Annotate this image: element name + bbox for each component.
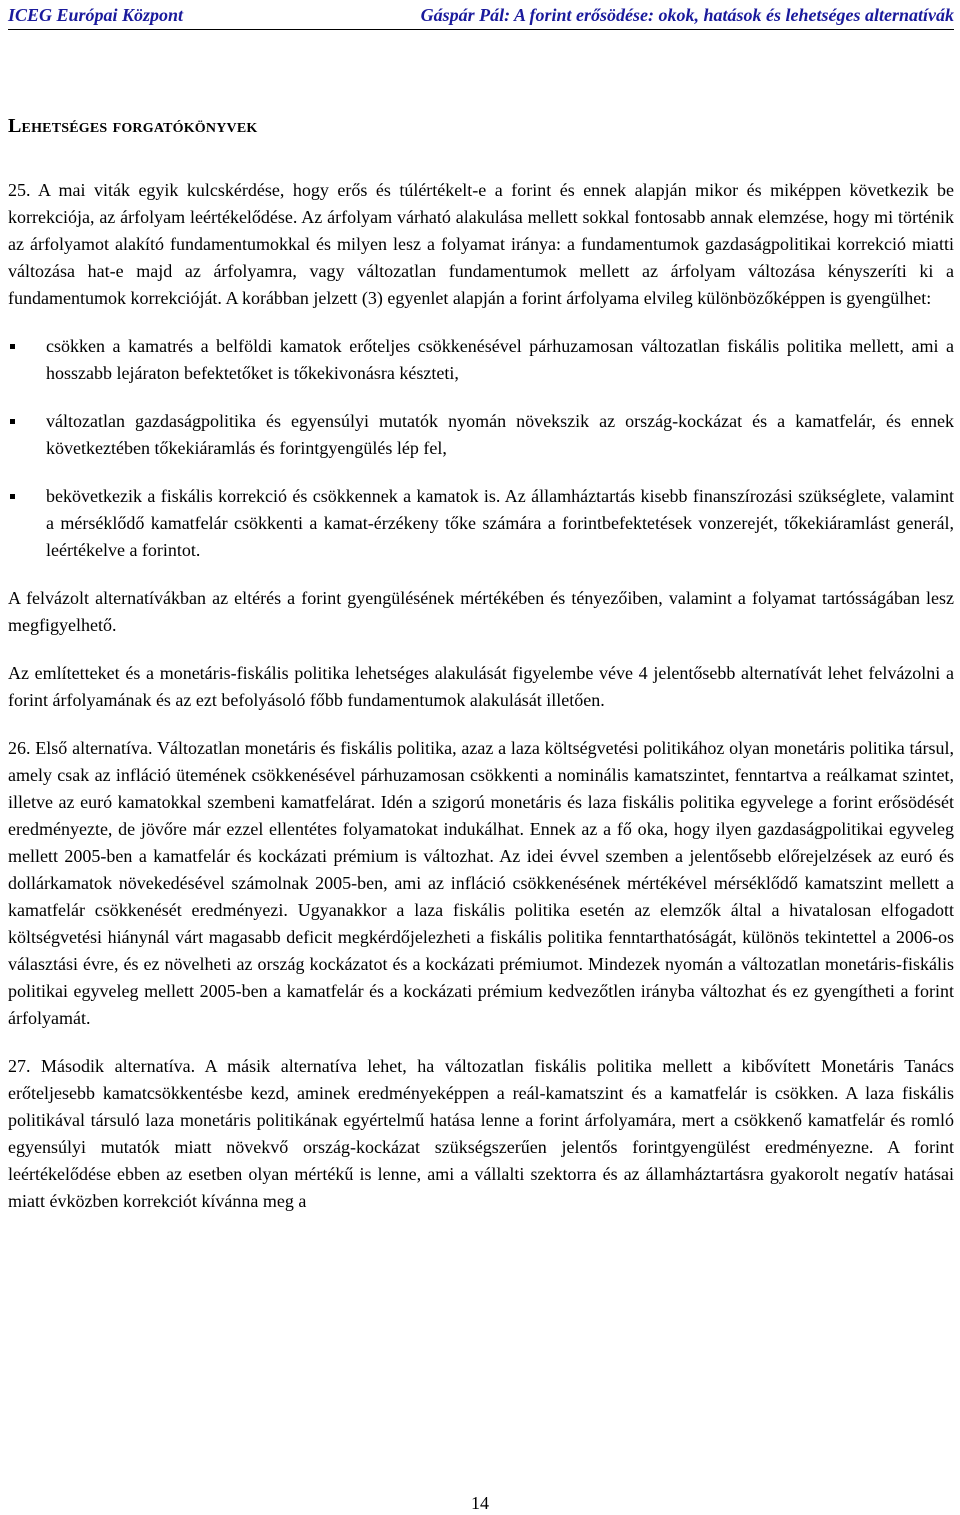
page-number: 14 — [471, 1493, 489, 1513]
section-title: Lehetséges forgatókönyvek — [8, 115, 258, 137]
list-item-text: változatlan gazdaságpolitika és egyensúlyi mutatók nyomán növekszik az ország-kockázat és a kamatfelár, és ennek következtében tőkekiáramlás és forintgyengülés lép fel, — [46, 411, 954, 458]
paragraph-alternatives: Az említetteket és a monetáris-fiskális politika lehetséges alakulását figyelembe véve 4 jelentősebb alternatívát lehet felvázolni a forint árfolyamának és az ezt befolyásoló főbb fundamentumok alakulását illetően. — [8, 663, 954, 710]
header-organization: ICEG Európai Központ — [8, 5, 184, 25]
list-item — [8, 408, 954, 462]
bullet-list — [8, 333, 954, 564]
square-bullet-icon — [10, 494, 15, 499]
list-item-text: bekövetkezik a fiskális korrekció és csökkennek a kamatok is. Az államháztartás kisebb finanszírozási szükséglete, valamint a mérséklődő kamatfelár csökkenti a kamat-érzékeny tőke számára a forintbefektetések vonzerejét, tőkekiáramlást generál, leértékelve a forintot. — [46, 486, 954, 560]
paragraph-26: 26. Első alternatíva. Változatlan monetáris és fiskális politika, azaz a laza költségvetési politikához olyan monetáris politika társul, amely csak az infláció ütemének csökkenésével párhuzamosan csökkenti a nominális kamatszintet, fenntartva a reálkamat szintet, illetve az euró kamatokkal szembeni kamatfelárat. Idén a szigorú monetáris és laza fiskális politika egyvelege a forint erősödését eredményezte, de jövőre már ezzel ellentétes folyamatokat indukálhat. Ennek az a fő oka, hogy ilyen gazdaságpolitikai egyveleg mellett 2005-ben a kamatfelár és kockázati prémium is változhat. Az idei évvel szemben a jelentősebb előrejelzések az euró és dollárkamatok növekedésével számolnak 2005-ben, ami az infláció csökkenésének mértékével mérséklődő kamatszint mellett a kamatfelár csökkenését eredményezi. Ugyanakkor a laza fiskális politika esetén az elemzők által a hivatalosan elfogadott költségvetési hiánynál várt magasabb deficit megkérdőjelezheti a fiskális politika fenntarthatóságát, különös tekintettel a 2006-os választási évre, és ez növelheti az ország kockázatot és a kockázati prémiumot. Mindezek nyomán a változatlan monetáris-fiskális politikai egyveleg mellett 2005-ben a kamatfelár és a kockázati prémium kedvezőtlen irányba változhat és ez gyengítheti a forint árfolyamát. — [8, 738, 954, 1028]
list-item — [8, 483, 954, 564]
paragraph-27: 27. Második alternatíva. A másik alternatíva lehet, ha változatlan fiskális politika mellett a kibővített Monetáris Tanács erőteljesebb kamatcsökkentésbe kezd, aminek eredményeképpen a reál-kamatszint és a kamatfelár is csökken. A laza fiskális politikával társuló laza monetáris politikának egyértelmű hatása lenne a forint árfolyamára, mert a csökkenő kamatfelár és romló egyensúlyi mutatók miatt növekvő ország-kockázat szükségszerűen jelentős forintgyengülést eredményezne. A forint leértékelődése ebben az esetben olyan mértékű is lenne, ami a vállalti szektorra és az államháztartásra gyakorolt negatív hatásai miatt évközben korrekciót kívánna meg a — [8, 1056, 954, 1211]
square-bullet-icon — [10, 419, 15, 424]
list-item — [8, 333, 954, 387]
header-document-title: Gáspár Pál: A forint erősödése: okok, hatások és lehetséges alternatívák — [420, 5, 954, 25]
square-bullet-icon — [10, 344, 15, 349]
paragraph-25: 25. A mai viták egyik kulcskérdése, hogy erős és túlértékelt-e a forint és ennek alapján mikor és miképpen következik be korrekciója, az árfolyam leértékelődése. Az árfolyam várható alakulása mellett sokkal fontosabb annak elemzése, hogy mi történik az árfolyamot alakító fundamentumokkal és milyen lesz a folyamat iránya: a fundamentumok gazdaságpolitikai korrekció miatti változása hat-e majd az árfolyamra, vagy változatlan fundamentumok mellett az árfolyam változása kényszeríti ki a fundamentumok korrekcióját. A korábban jelzett (3) egyenlet alapján a forint árfolyama elvileg különbözőképpen is gyengülhet: — [8, 180, 954, 308]
paragraph-differences: A felvázolt alternatívákban az eltérés a forint gyengülésének mértékében és tényezőiben, valamint a folyamat tartósságában lesz megfigyelhető. — [8, 588, 954, 635]
list-item-text: csökken a kamatrés a belföldi kamatok erőteljes csökkenésével párhuzamosan változatlan fiskális politika mellett, ami a hosszabb lejáraton befektetőket is tőkekivonásra készteti, — [46, 336, 954, 383]
document-body — [8, 177, 954, 1236]
page-header — [8, 5, 954, 30]
